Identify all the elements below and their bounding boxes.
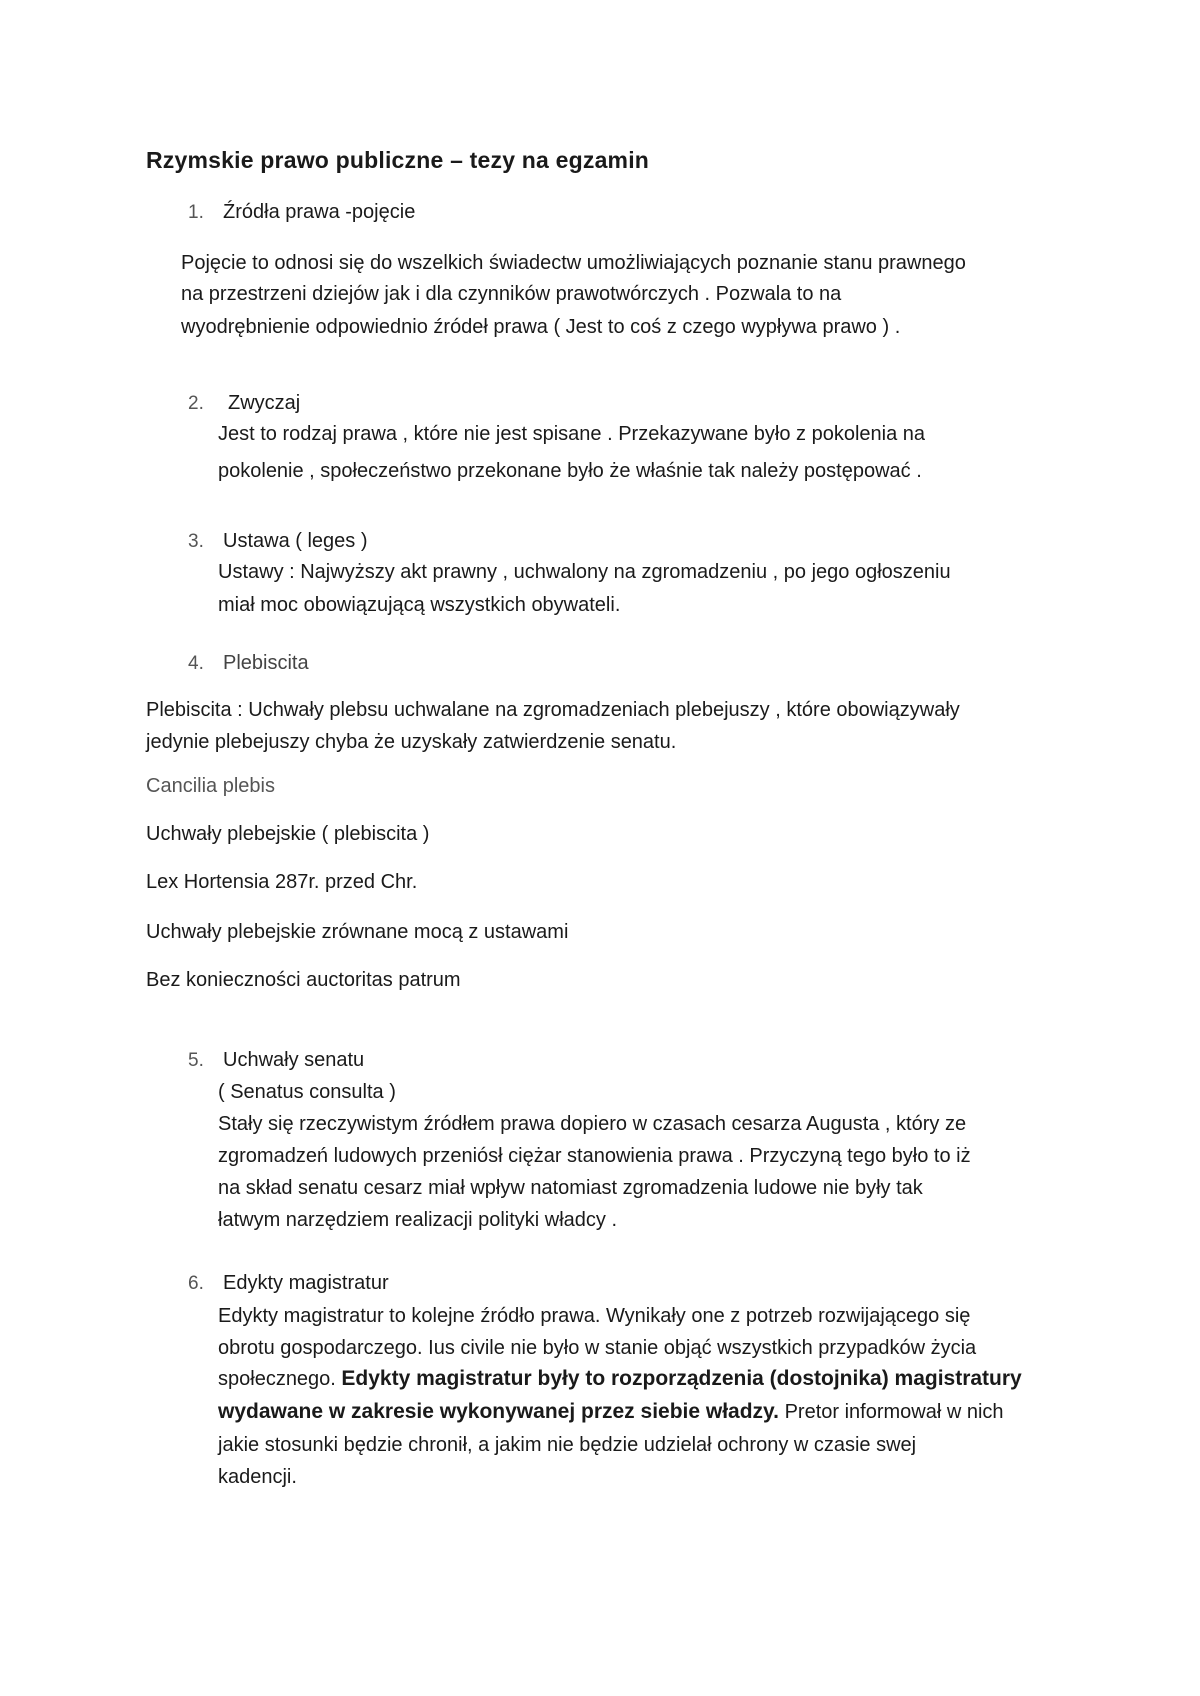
section-2-line-2: pokolenie , społeczeństwo przekonane było że właśnie tak należy postępować . [218,460,922,482]
section-4-paragraph-1: Uchwały plebejskie ( plebiscita ) [146,823,430,845]
section-4-paragraph-2: Lex Hortensia 287r. przed Chr. [146,871,418,893]
section-6-line-4-bold: wydawane w zakresie wykonywanej przez siebie władzy. [218,1400,780,1423]
section-5-line-4: na skład senatu cesarz miał wpływ natomiast zgromadzenia ludowe nie były tak [218,1177,923,1199]
section-4-heading: Plebiscita [223,652,309,674]
section-6-line-3 [218,1367,1022,1391]
section-5-line-3: zgromadzeń ludowych przeniósł ciężar stanowienia prawa . Przyczyną tego było to iż [218,1145,971,1167]
section-6-line-5: jakie stosunki będzie chronił, a jakim nie będzie udzielał ochrony w czasie swej [218,1434,917,1456]
section-6-number: 6. [188,1273,204,1294]
section-6-line-6: kadencji. [218,1466,297,1488]
section-2-number: 2. [188,393,204,414]
section-6-line-4-normal: Pretor informował w nich [779,1401,1004,1423]
section-4-number: 4. [188,653,204,674]
section-1-line-3: wyodrębnienie odpowiednio źródeł prawa ( Jest to coś z czego wypływa prawo ) . [181,316,901,338]
section-6-line-2: obrotu gospodarczego. Ius civile nie było w stanie objąć wszystkich przypadków życia [218,1337,977,1359]
section-3-line-2: miał moc obowiązującą wszystkich obywateli. [218,594,621,616]
section-5-number: 5. [188,1050,204,1071]
section-6-line-4 [218,1400,1004,1424]
section-5-line-2: Stały się rzeczywistym źródłem prawa dopiero w czasach cesarza Augusta , który ze [218,1113,967,1135]
section-4-line-2: jedynie plebejuszy chyba że uzyskały zatwierdzenie senatu. [146,731,677,753]
section-6-line-1: Edykty magistratur to kolejne źródło prawa. Wynikały one z potrzeb rozwijającego się [218,1305,971,1327]
section-5-heading: Uchwały senatu [223,1049,365,1071]
section-2-line-1: Jest to rodzaj prawa , które nie jest spisane . Przekazywane było z pokolenia na [218,423,926,445]
document-title: Rzymskie prawo publiczne – tezy na egzamin [146,147,650,173]
section-5-line-5: łatwym narzędziem realizacji polityki władcy . [218,1209,618,1231]
section-6-line-3-bold: Edykty magistratur były to rozporządzenia (dostojnika) magistratury [341,1367,1022,1390]
section-4-subheading: Cancilia plebis [146,775,275,797]
section-1-heading: Źródła prawa -pojęcie [223,201,416,223]
section-6-heading: Edykty magistratur [223,1272,389,1294]
section-1-number: 1. [188,202,204,223]
section-4-paragraph-3: Uchwały plebejskie zrównane mocą z ustawami [146,921,569,943]
section-6-line-3-normal: społecznego. [218,1368,342,1390]
section-5-line-1: ( Senatus consulta ) [218,1081,396,1103]
section-2-heading: Zwyczaj [228,392,301,414]
section-3-line-1: Ustawy : Najwyższy akt prawny , uchwalony na zgromadzeniu , po jego ogłoszeniu [218,561,951,583]
section-4-line-1: Plebiscita : Uchwały plebsu uchwalane na zgromadzeniach plebejuszy , które obowiązywały [146,699,960,721]
section-3-heading: Ustawa ( leges ) [223,530,368,552]
section-4-paragraph-4: Bez konieczności auctoritas patrum [146,969,461,991]
section-1-line-1: Pojęcie to odnosi się do wszelkich świadectw umożliwiających poznanie stanu prawnego [181,252,966,274]
section-1-line-2: na przestrzeni dziejów jak i dla czynników prawotwórczych . Pozwala to na [181,283,842,305]
section-3-number: 3. [188,531,204,552]
